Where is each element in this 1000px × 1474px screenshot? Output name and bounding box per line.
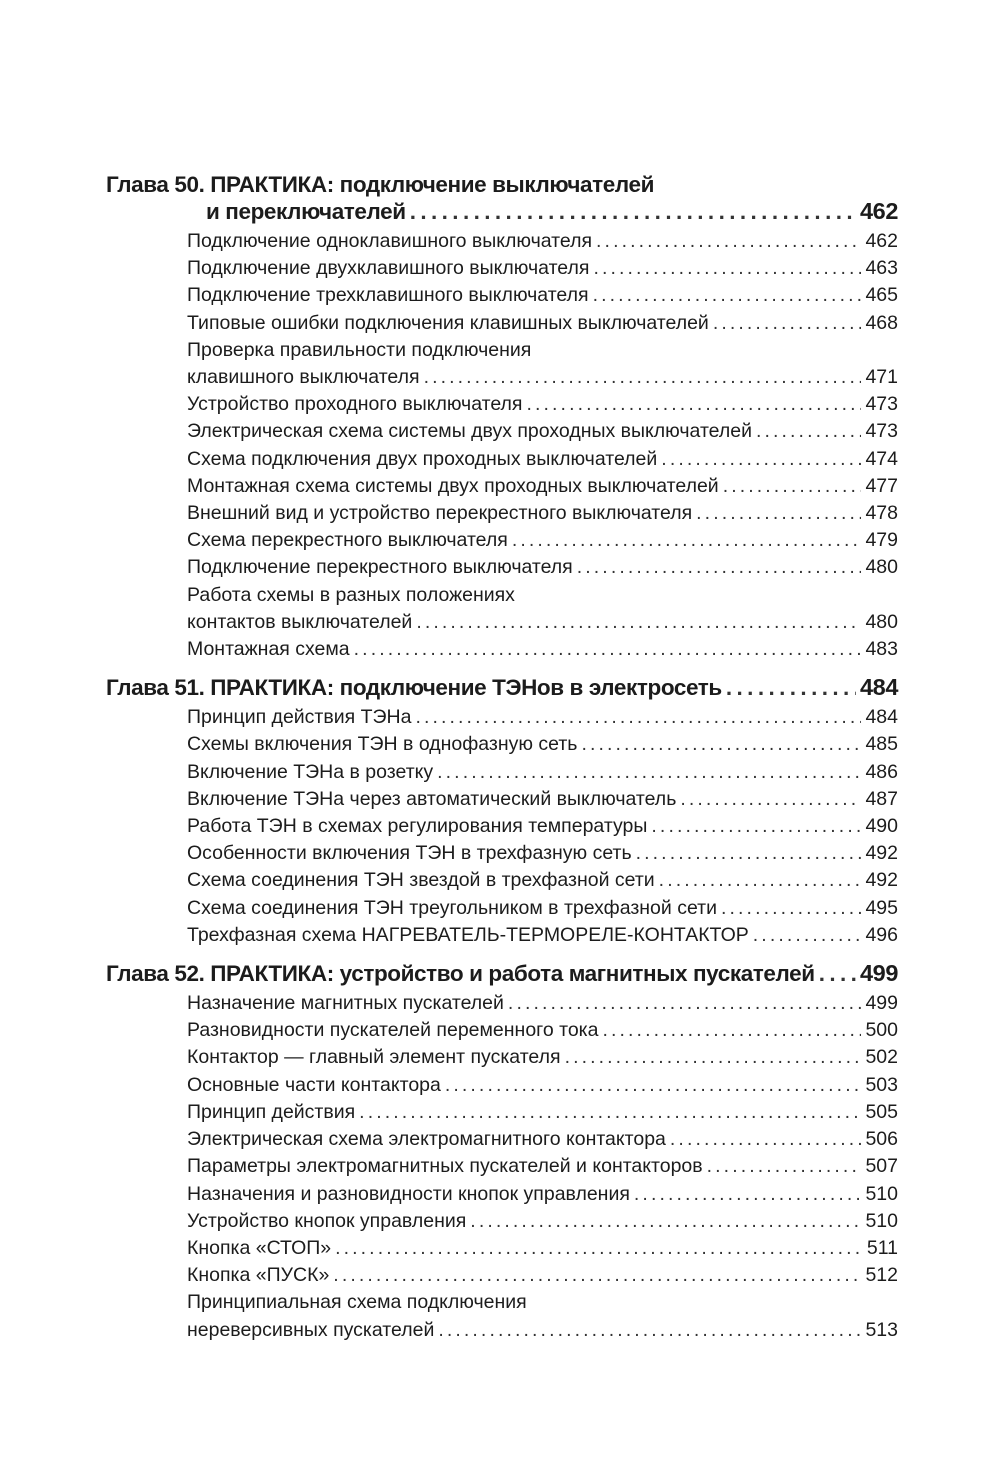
toc-entry-page-number: 492 — [865, 842, 898, 865]
toc-entry-title: Основные части контактора — [187, 1073, 441, 1096]
toc-entry[interactable] — [187, 895, 898, 922]
dot-leader — [661, 446, 861, 473]
toc-entry-title: Электрическая схема электромагнитного контактора — [187, 1128, 666, 1151]
toc-entry-line — [187, 1262, 898, 1289]
toc-entry[interactable] — [187, 990, 898, 1017]
chapter-title[interactable] — [106, 171, 898, 225]
toc-entry[interactable] — [187, 1235, 898, 1262]
toc-entry-line — [187, 310, 898, 337]
toc-entry-title: Устройство кнопок управления — [187, 1209, 467, 1232]
toc-entry[interactable] — [187, 282, 898, 309]
toc-chapter — [106, 960, 898, 1344]
toc-entry-line — [187, 364, 898, 391]
toc-entry-title: Монтажная схема системы двух проходных выключателей — [187, 474, 719, 497]
toc-entry-page-number: 513 — [865, 1318, 898, 1341]
dot-leader — [819, 960, 856, 987]
toc-entry-title: Трехфазная схема НАГРЕВАТЕЛЬ-ТЕРМОРЕЛЕ-КОНТАКТОР — [187, 923, 749, 946]
toc-entry[interactable] — [187, 731, 898, 758]
toc-entry-line — [187, 1072, 898, 1099]
chapter-title-text: и переключателей — [206, 199, 406, 224]
toc-entry-title: Включение ТЭНа через автоматический выключатель — [187, 787, 677, 810]
dot-leader — [565, 1044, 862, 1071]
dot-leader — [636, 840, 862, 867]
toc-entry[interactable] — [187, 1017, 898, 1044]
dot-leader — [424, 364, 862, 391]
dot-leader — [593, 282, 862, 309]
toc-entry[interactable] — [187, 554, 898, 581]
toc-entry-title: Назначения и разновидности кнопок управления — [187, 1182, 630, 1205]
toc-entry-page-number: 496 — [865, 923, 898, 946]
toc-entry-line — [187, 473, 898, 500]
dot-leader — [445, 1072, 862, 1099]
toc-entry[interactable] — [187, 1153, 898, 1180]
toc-entry-page-number: 486 — [865, 760, 898, 783]
toc-entry-title: Назначение магнитных пускателей — [187, 992, 504, 1015]
toc-entry-page-number: 495 — [865, 896, 898, 919]
toc-entry-title: Подключение одноклавишного выключателя — [187, 230, 593, 252]
toc-entry-page-number: 478 — [865, 502, 898, 525]
toc-entry-page-number: 510 — [865, 1182, 898, 1205]
dot-leader — [437, 759, 861, 786]
toc-entry-page-number: 473 — [865, 393, 898, 416]
toc-entry-title: Особенности включения ТЭН в трехфазную сеть — [187, 842, 632, 865]
toc-entry-line — [187, 1153, 898, 1180]
toc-entry-line — [187, 1208, 898, 1235]
dot-leader — [721, 895, 861, 922]
toc-entry-line — [187, 1044, 898, 1071]
toc-entry[interactable] — [187, 255, 898, 282]
chapter-title[interactable] — [106, 674, 898, 701]
chapter-title-line1: Глава 50. ПРАКТИКА: подключение выключателей — [106, 172, 655, 197]
table-of-contents — [106, 171, 898, 1355]
toc-entry-title: Кнопка «ПУСК» — [187, 1264, 330, 1287]
toc-entry-title: Устройство проходного выключателя — [187, 393, 523, 416]
dot-leader — [577, 554, 862, 581]
toc-entry-title: Работа ТЭН в схемах регулирования температуры — [187, 815, 648, 838]
dot-leader — [593, 255, 861, 282]
chapter-title-text: Глава 52. ПРАКТИКА: устройство и работа магнитных пускателей — [106, 961, 815, 987]
dot-leader — [696, 500, 861, 527]
toc-entry-page-number: 511 — [866, 1236, 898, 1259]
toc-entry-line — [187, 1099, 898, 1126]
toc-entry-line — [187, 786, 898, 813]
toc-entry-title: нереверсивных пускателей — [187, 1318, 435, 1341]
dot-leader — [438, 1317, 861, 1344]
toc-entry-line — [187, 391, 898, 418]
toc-entry-title: клавишного выключателя — [187, 366, 420, 389]
toc-entry-line — [187, 704, 898, 731]
toc-chapter — [106, 171, 898, 663]
chapter-page-number: 462 — [859, 198, 898, 224]
toc-entry[interactable] — [187, 337, 898, 391]
toc-entry-page-number: 502 — [865, 1046, 898, 1069]
toc-entry[interactable] — [187, 473, 898, 500]
toc-entry-title: контактов выключателей — [187, 610, 413, 633]
dot-leader — [634, 1181, 862, 1208]
toc-entry-page-number: 483 — [865, 638, 898, 661]
toc-entry-title: Подключение двухклавишного выключателя — [187, 257, 590, 280]
toc-entry-line — [187, 895, 898, 922]
toc-entry-page-number: 474 — [865, 447, 898, 470]
toc-entry-line — [187, 1017, 898, 1044]
toc-entry-title: Схемы включения ТЭН в однофазную сеть — [187, 733, 578, 756]
toc-entry-line — [187, 446, 898, 473]
chapter-title-line1 — [106, 960, 898, 987]
toc-entry-title: Схема соединения ТЭН треугольником в трехфазной сети — [187, 896, 717, 919]
toc-entry-page-number: 500 — [865, 1019, 898, 1042]
toc-entry-title: Внешний вид и устройство перекрестного выключателя — [187, 502, 693, 525]
toc-entry[interactable] — [187, 636, 898, 663]
chapter-page-number: 499 — [859, 960, 898, 987]
dot-leader — [470, 1208, 861, 1235]
toc-entry-page-number: 487 — [865, 787, 898, 810]
dot-leader — [723, 473, 862, 500]
toc-entry-line — [187, 731, 898, 758]
toc-entry-line — [187, 554, 898, 581]
toc-entry-page-number: 463 — [865, 257, 898, 280]
dot-leader — [335, 1235, 863, 1262]
dot-leader — [508, 990, 862, 1017]
dot-leader — [581, 731, 861, 758]
toc-entry-line — [187, 840, 898, 867]
toc-entry-line — [187, 759, 898, 786]
chapter-title-text: Глава 51. ПРАКТИКА: подключение ТЭНов в электросеть — [106, 675, 722, 701]
dot-leader — [726, 674, 856, 701]
toc-entry-title: Типовые ошибки подключения клавишных выключателей — [187, 311, 709, 334]
chapter-title-line1 — [106, 674, 898, 701]
toc-entry-page-number: 485 — [865, 733, 898, 756]
toc-entry[interactable] — [187, 922, 898, 949]
toc-entry-title: Схема перекрестного выключателя — [187, 529, 508, 552]
toc-entry-title: Схема соединения ТЭН звездой в трехфазной сети — [187, 869, 655, 892]
toc-entry[interactable] — [187, 1208, 898, 1235]
toc-entry[interactable] — [187, 446, 898, 473]
dot-leader — [651, 813, 861, 840]
toc-entry-line — [187, 1126, 898, 1153]
toc-entry[interactable] — [187, 228, 898, 255]
toc-entry-line — [187, 255, 898, 282]
toc-entry[interactable] — [187, 391, 898, 418]
chapter-title-line2 — [106, 198, 898, 225]
toc-entry-page-number: 468 — [865, 311, 898, 334]
dot-leader — [670, 1126, 862, 1153]
chapter-title[interactable] — [106, 960, 898, 987]
toc-entry-page-number: 492 — [865, 869, 898, 892]
toc-entry-line — [187, 922, 898, 949]
toc-entry-page-number: 480 — [865, 556, 898, 579]
toc-entry-page-number: 510 — [865, 1209, 898, 1232]
toc-entry-page-number: 484 — [865, 706, 898, 729]
toc-entry-first-line: Проверка правильности подключения — [187, 338, 532, 361]
toc-entry-title: Принцип действия — [187, 1100, 356, 1123]
toc-entry-list — [106, 990, 898, 1344]
toc-entry-first-line: Работа схемы в разных положениях — [187, 583, 515, 606]
dot-leader — [359, 1099, 861, 1126]
toc-entry[interactable] — [187, 1126, 898, 1153]
chapter-page-number: 484 — [859, 674, 898, 701]
toc-entry-page-number: 480 — [865, 610, 898, 633]
dot-leader — [756, 418, 861, 445]
toc-entry-title: Параметры электромагнитных пускателей и контакторов — [187, 1155, 703, 1178]
toc-entry[interactable] — [187, 1099, 898, 1126]
toc-entry-line — [187, 418, 898, 445]
toc-entry-line — [187, 228, 898, 255]
toc-entry-line — [187, 527, 898, 554]
dot-leader — [354, 636, 862, 663]
toc-entry-page-number: 465 — [865, 284, 898, 307]
toc-entry[interactable] — [187, 759, 898, 786]
toc-entry[interactable] — [187, 840, 898, 867]
toc-entry-title: Электрическая схема системы двух проходных выключателей — [187, 420, 752, 443]
toc-entry-title: Включение ТЭНа в розетку — [187, 760, 434, 783]
dot-leader — [410, 198, 856, 225]
dot-leader — [680, 786, 861, 813]
dot-leader — [415, 704, 861, 731]
toc-entry-page-number: 462 — [865, 230, 898, 252]
dot-leader — [753, 922, 862, 949]
toc-entry[interactable] — [187, 1289, 898, 1343]
dot-leader — [512, 527, 862, 554]
toc-entry[interactable] — [187, 786, 898, 813]
toc-entry-first-line: Принципиальная схема подключения — [187, 1291, 527, 1314]
toc-entry-list — [106, 228, 898, 663]
toc-entry-page-number: 512 — [865, 1264, 898, 1287]
toc-entry[interactable] — [187, 418, 898, 445]
toc-entry-title: Подключение трехклавишного выключателя — [187, 284, 589, 307]
toc-entry-title: Контактор — главный элемент пускателя — [187, 1046, 561, 1069]
dot-leader — [416, 609, 861, 636]
toc-entry-page-number: 490 — [865, 815, 898, 838]
toc-entry-line — [187, 282, 898, 309]
toc-entry-page-number: 471 — [865, 366, 898, 389]
toc-entry-title: Монтажная схема — [187, 638, 350, 661]
toc-entry-line — [187, 1181, 898, 1208]
dot-leader — [526, 391, 861, 418]
toc-entry-line — [187, 1235, 898, 1262]
dot-leader — [707, 1153, 862, 1180]
toc-entry[interactable] — [187, 1262, 898, 1289]
toc-entry-title: Разновидности пускателей переменного тока — [187, 1019, 599, 1042]
dot-leader — [713, 310, 862, 337]
dot-leader — [659, 867, 862, 894]
toc-entry-title: Кнопка «СТОП» — [187, 1236, 332, 1259]
toc-entry-page-number: 503 — [865, 1073, 898, 1096]
toc-entry-page-number: 499 — [865, 992, 898, 1015]
toc-entry-page-number: 479 — [865, 529, 898, 552]
toc-entry-line — [187, 636, 898, 663]
toc-entry[interactable] — [187, 1044, 898, 1071]
toc-entry-line — [187, 609, 898, 636]
toc-entry-line — [187, 813, 898, 840]
toc-entry[interactable] — [187, 813, 898, 840]
toc-entry-list — [106, 704, 898, 949]
dot-leader — [333, 1262, 861, 1289]
toc-entry-line — [187, 990, 898, 1017]
toc-entry[interactable] — [187, 704, 898, 731]
toc-entry[interactable] — [187, 867, 898, 894]
toc-entry-page-number: 505 — [865, 1100, 898, 1123]
toc-entry[interactable] — [187, 582, 898, 636]
toc-entry[interactable] — [187, 310, 898, 337]
dot-leader — [602, 1017, 861, 1044]
toc-entry-line — [187, 867, 898, 894]
toc-entry-page-number: 507 — [865, 1155, 898, 1178]
toc-entry[interactable] — [187, 527, 898, 554]
toc-entry[interactable] — [187, 500, 898, 527]
toc-entry-title: Подключение перекрестного выключателя — [187, 556, 573, 579]
toc-entry-page-number: 506 — [865, 1128, 898, 1151]
toc-entry-line — [187, 500, 898, 527]
toc-entry[interactable] — [187, 1072, 898, 1099]
toc-entry-page-number: 473 — [865, 420, 898, 443]
toc-entry-line — [187, 1317, 898, 1344]
toc-entry[interactable] — [187, 1181, 898, 1208]
toc-chapter — [106, 674, 898, 949]
toc-entry-title: Принцип действия ТЭНа — [187, 706, 412, 729]
toc-entry-title: Схема подключения двух проходных выключателей — [187, 447, 658, 470]
dot-leader — [596, 228, 861, 255]
toc-entry-page-number: 477 — [865, 474, 898, 497]
